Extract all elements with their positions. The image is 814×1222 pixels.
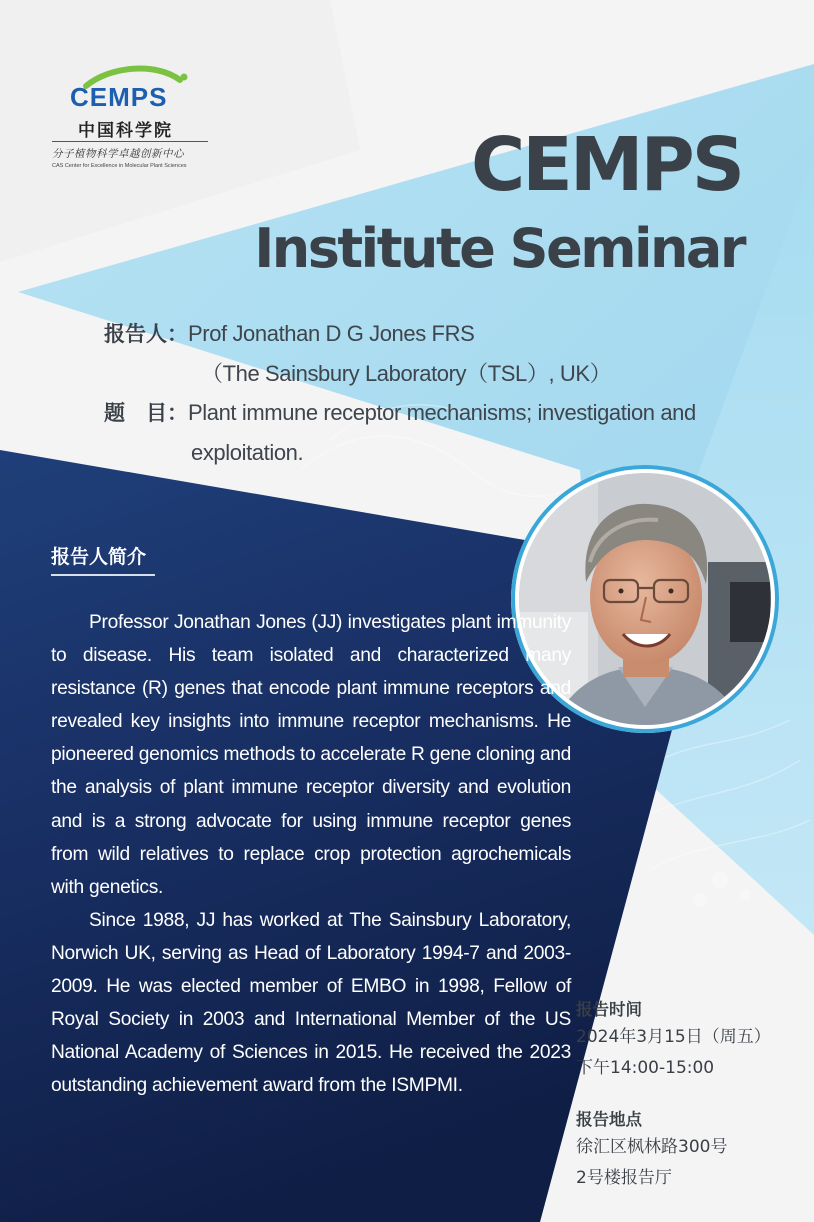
time-heading: 报告时间 bbox=[576, 1000, 642, 1019]
bio-heading-underline bbox=[51, 574, 155, 576]
bio-text bbox=[51, 606, 571, 1102]
bio-paragraph-1: Professor Jonathan Jones (JJ) investigates plant immunity to disease. His team isolated and characterized many resistance (R) genes that encode plant immune receptors and revealed key insights into immune receptor mechanisms. He pioneered genomics methods to accelerate R gene cloning and the analysis of plant immune receptor diversity and evolution and is a strong advocate for using immune receptor genes from wild relatives to replace crop protection agrochemicals with genetics. bbox=[51, 612, 571, 898]
time-hours: 下午14:00-15:00 bbox=[576, 1058, 715, 1078]
topic-label: 题 目： bbox=[104, 401, 188, 425]
topic-line1: Plant immune receptor mechanisms; investigation and bbox=[188, 400, 696, 425]
logo-center-en: CAS Center for Excellence in Molecular Plant Sciences bbox=[52, 163, 187, 169]
logo-cas-name: 中国科学院 bbox=[78, 121, 173, 141]
location-room: 2号楼报告厅 bbox=[576, 1168, 672, 1188]
time-date: 2024年3月15日（周五） bbox=[576, 1027, 771, 1047]
title-line2: Institute Seminar bbox=[254, 217, 744, 280]
logo-center-cn: 分子植物科学卓越创新中心 bbox=[52, 148, 184, 160]
speaker-label: 报告人： bbox=[104, 322, 188, 346]
event-details bbox=[576, 998, 771, 1194]
location-heading: 报告地点 bbox=[576, 1110, 642, 1129]
logo-divider bbox=[52, 141, 208, 142]
topic-row bbox=[104, 393, 764, 433]
speaker-row bbox=[104, 314, 764, 354]
speaker-name: Prof Jonathan D G Jones FRS bbox=[188, 321, 475, 346]
bio-paragraph-2: Since 1988, JJ has worked at The Sainsbury Laboratory, Norwich UK, serving as Head of Laboratory 1994-7 and 2003-2009. He was elected member of EMBO in 1998, Fellow of Royal Society in 2003 and International Member of the US National Academy of Sciences in 2015. He received the 2023 outstanding achievement award from the ISMPMI. bbox=[51, 909, 571, 1097]
topic-line2: exploitation. bbox=[191, 440, 304, 465]
bio-heading: 报告人简介 bbox=[51, 546, 147, 568]
seminar-info bbox=[104, 314, 764, 472]
speaker-affiliation: （The Sainsbury Laboratory（TSL）, UK） bbox=[201, 361, 612, 386]
cemps-logo bbox=[48, 68, 218, 178]
title-line1: CEMPS bbox=[470, 122, 742, 208]
location-address: 徐汇区枫林路300号 bbox=[576, 1137, 728, 1157]
logo-wordmark: CEMPS bbox=[70, 82, 168, 112]
